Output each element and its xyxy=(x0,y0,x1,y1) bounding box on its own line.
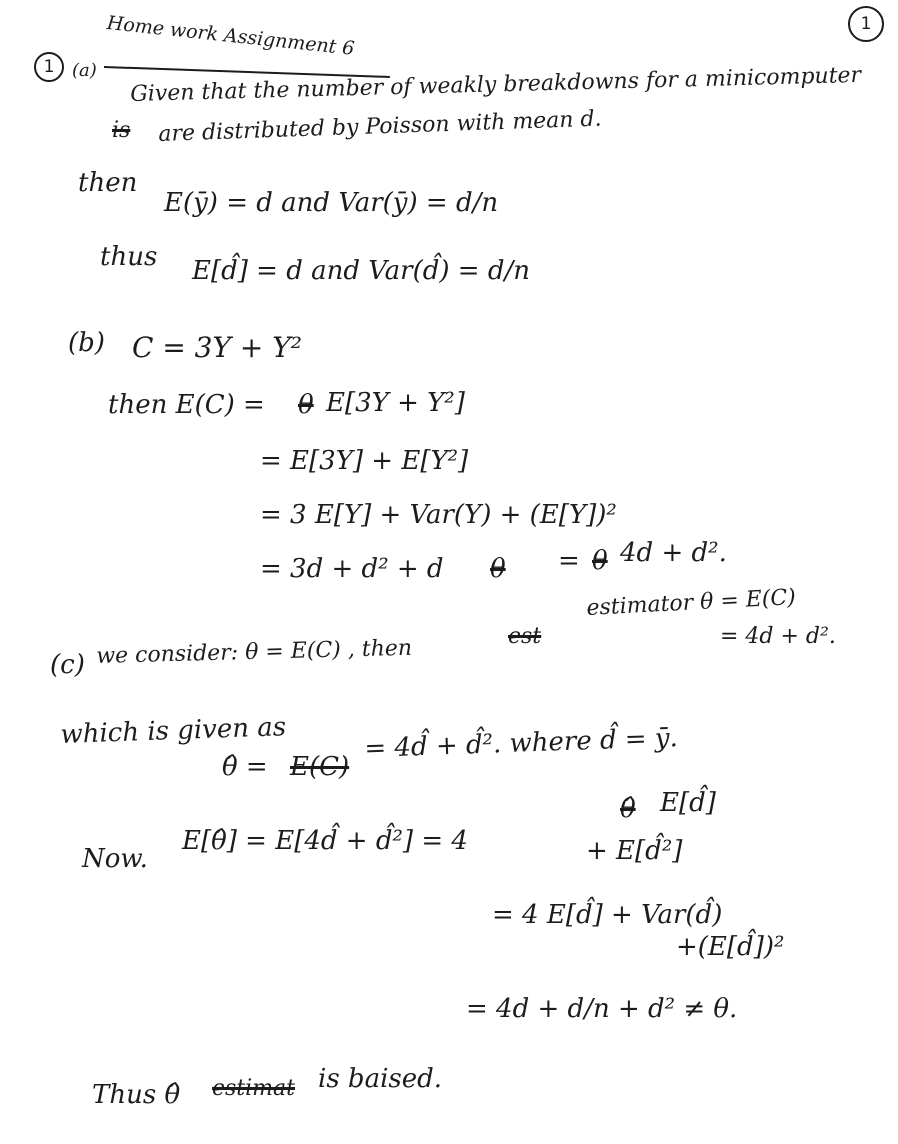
struck-word: estimat xyxy=(212,1076,296,1101)
part-c-eq-theta-post: = 4d̂ + d̂². where d̂ = ȳ. xyxy=(363,723,679,764)
part-c-line1-end: estimator θ = E(C) xyxy=(585,585,797,621)
part-c-eq-theta-pre: θ̂ = xyxy=(222,752,268,782)
question-number-text: 1 xyxy=(43,57,55,77)
part-c-eq-e5: = 4d + d/n + d² ≠ θ. xyxy=(466,994,738,1024)
part-a-label: (a) xyxy=(72,60,97,81)
part-a-line2: are distributed by Poisson with mean d. xyxy=(157,106,602,147)
part-b-then-label: then E(C) = xyxy=(108,390,265,420)
part-b-eq4-result-pre: = xyxy=(558,546,580,576)
part-b-eq4-struck xyxy=(490,556,506,582)
part-c-now-label: Now. xyxy=(82,844,148,874)
part-c-line1-cont: = 4d + d². xyxy=(720,624,836,649)
page-number-text: 1 xyxy=(860,14,872,34)
part-c-eq-e2: + E[d̂²] xyxy=(586,836,683,866)
part-c-line1: we consider: θ = E(C) , then xyxy=(95,635,413,669)
part-b-label: (b) xyxy=(68,328,105,358)
conclusion-pre: Thus θ̂ xyxy=(92,1080,181,1110)
question-number xyxy=(34,52,64,82)
part-a-eq1: E(ȳ) = d and Var(ȳ) = d/n xyxy=(164,188,499,218)
struck-symbol: θ xyxy=(592,546,608,576)
struck-symbol: θ xyxy=(490,554,506,584)
part-c-eq-e1-end: E[d̂] xyxy=(660,788,716,818)
conclusion-struck xyxy=(212,1078,295,1100)
part-c-eq-theta-struck xyxy=(290,754,349,780)
struck-word: est xyxy=(508,624,542,649)
part-a-line2-struck xyxy=(112,120,130,142)
part-a-eq2: E[d̂] = d and Var(d̂) = d/n xyxy=(192,256,530,286)
part-b-eq0: C = 3Y + Y² xyxy=(132,331,302,364)
part-a-line1: Given that the number of weakly breakdowns for a minicomputer xyxy=(129,62,862,107)
struck-symbol: θ xyxy=(298,390,314,420)
part-b-eq1-struck xyxy=(298,392,314,418)
part-c-eq-e3: = 4 E[d̂] + Var(d̂) xyxy=(492,900,723,930)
struck-expr: E(C) xyxy=(290,752,350,782)
struck-word: is xyxy=(112,118,131,143)
page-number xyxy=(848,6,884,42)
conclusion-post: is baised. xyxy=(318,1064,443,1094)
part-b-eq4-result: 4d + d². xyxy=(620,538,727,568)
part-b-eq4-result-struck xyxy=(592,548,608,574)
part-c-line1-struck xyxy=(508,626,541,648)
part-c-label: (c) xyxy=(50,650,85,680)
struck-symbol: θ̂ xyxy=(620,794,636,824)
part-b-eq3: = 3 E[Y] + Var(Y) + (E[Y])² xyxy=(260,500,617,530)
part-b-eq1: E[3Y + Y²] xyxy=(326,388,465,418)
part-b-eq2: = E[3Y] + E[Y²] xyxy=(260,446,469,476)
part-c-eq-e1: E[θ̂] = E[4d̂ + d̂²] = 4 xyxy=(182,826,468,856)
part-a-thus-label: thus xyxy=(100,242,158,272)
part-c-eq-e4: +(E[d̂])² xyxy=(676,932,785,962)
part-c-line2: which is given as xyxy=(59,712,287,750)
page-title: Home work Assignment 6 xyxy=(105,12,356,60)
part-b-eq4: = 3d + d² + d xyxy=(260,554,444,584)
part-a-then-label: then xyxy=(78,168,138,198)
part-c-eq-e1-struck xyxy=(620,796,636,822)
